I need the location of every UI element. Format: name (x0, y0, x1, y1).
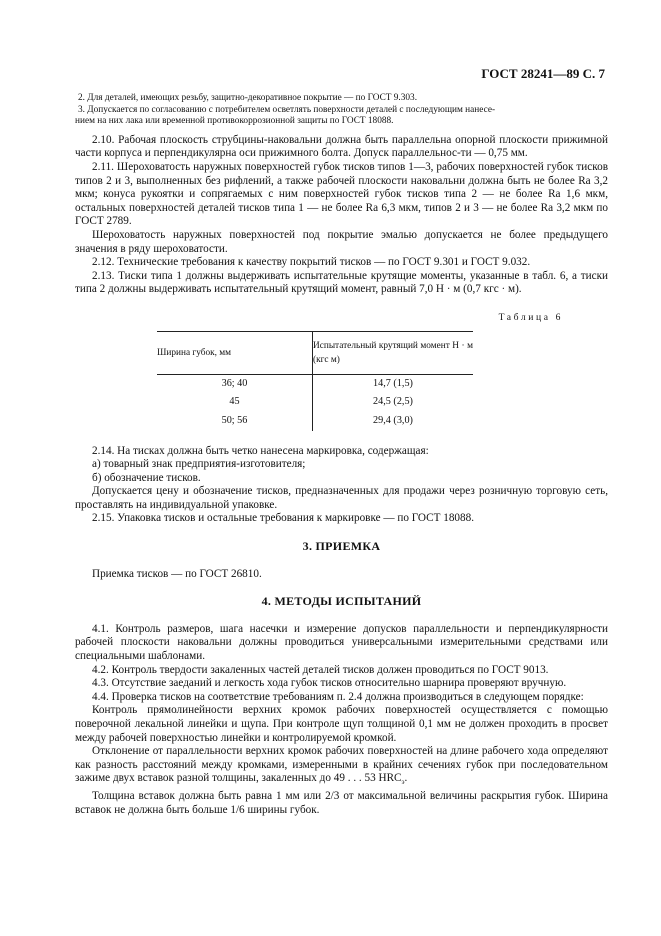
table-cell: 50; 56 (157, 411, 313, 431)
table-row (157, 411, 473, 431)
note-2: 2. Для деталей, имеющих резьбу, защитно-декоративное покрытие — по ГОСТ 9.303. (78, 93, 418, 103)
parallelism-text: Отклонение от параллельности верхних кромок рабочих поверхностей на длине рабочего хода определяют как разность расстояний между кромками, измеренными в крайних сечениях губок при последовательном зажиме двух вставок разной толщины, закаленных до 49 . . . 53 HRC (75, 745, 608, 785)
roughness-note: Шероховатость наружных поверхностей под покрытие эмалью допускается не более предыдущего значения в ряду шероховатости. (75, 228, 608, 255)
table-header-torque: Испытательный крутящий момент Н · м (кгс м) (313, 331, 474, 374)
table-row (157, 374, 473, 393)
page-header: ГОСТ 28241—89 С. 7 (481, 66, 605, 81)
clause-2-14: 2.14. На тисках должна быть четко нанесена маркировка, содержащая: (92, 444, 429, 457)
straightness-check: Контроль прямолинейности верхних кромок рабочих поверхностей осуществляется с помощью поверочной лекальной линейки и щупа. При контроле щуп толщиной 0,1 мм не должен проходить в просвет между рабочей поверхностью линейки и контролируемой кромкой. (75, 704, 608, 744)
document-body (75, 93, 608, 817)
table-header-width: Ширина губок, мм (157, 331, 313, 374)
table-cell: 36; 40 (157, 374, 313, 393)
clause-4-2: 4.2. Контроль твердости закаленных частей деталей тисков должен проводиться по ГОСТ 9013. (92, 663, 549, 676)
clause-2-12: 2.12. Технические требования к качеству покрытий тисков — по ГОСТ 9.301 и ГОСТ 9.032. (92, 256, 531, 269)
hrc-subscript: э (401, 778, 405, 787)
clause-4-1: 4.1. Контроль размеров, шага насечки и измерение допусков параллельности и перпендикулярности рабочей плоскости наковальни должны проводиться универсальными измерительными средствами или специальными шаблонами. (75, 622, 608, 663)
note-3: 3. Допускается по согласованию с потребителем осветлять поверхности деталей с последующим нанесе- (78, 104, 496, 115)
table-cell: 45 (157, 393, 313, 411)
torque-table (157, 331, 473, 431)
table-header-row (157, 331, 473, 374)
note-3-cont: нием на них лака или временной противокоррозионной защиты по ГОСТ 18088. (75, 116, 394, 127)
packaging-note: Допускается цену и обозначение тисков, предназначенных для продажи через розничную торговую сеть, проставлять на индивидуальной упаковке. (75, 485, 608, 511)
table-cell: 14,7 (1,5) (373, 377, 413, 389)
marking-item-a: а) товарный знак предприятия-изготовителя; (92, 458, 306, 471)
table-cell: 24,5 (2,5) (373, 395, 413, 407)
section-4-title: 4. МЕТОДЫ ИСПЫТАНИЙ (261, 594, 422, 609)
clause-4-3: 4.3. Отсутствие заеданий и легкость хода губок тисков относительно шарнира проверяют вручную. (92, 677, 567, 690)
clause-2-13: 2.13. Тиски типа 1 должны выдерживать испытательные крутящие моменты, указанные в табл. 6, а тиски типа 2 должны выдерживать испытательный крутящий момент, равный 7,0 Н · м (0,7 кгс · м). (75, 269, 608, 296)
section-3-title: 3. ПРИЕМКА (302, 539, 381, 554)
marking-item-b: б) обозначение тисков. (92, 471, 201, 484)
table-cell: 29,4 (3,0) (373, 414, 413, 426)
clause-2-10: 2.10. Рабочая плоскость струбцины-наковальни должна быть параллельна опорной плоскости прижимной части корпуса и перпендикулярна оси прижимного болта. Допуск параллельнос-ти — 0,75 мм. (75, 133, 608, 160)
clause-2-11: 2.11. Шероховатость наружных поверхностей губок тисков типов 1—3, рабочих поверхностей губок тисков типов 2 и 3, выполненных без рифлений, а также рабочей плоскости наковальни должна быть не более Ra 3,2 мкм; конуса рукоятки и сопрягаемых с ним поверхностей губок тисков типа 2 — не более Ra 1,6 мкм, остальных поверхностей деталей тисков типа 1 — не более Ra 6,3 мкм, типов 2 и 3 — не более Ra 3,2 мкм по ГОСТ 2789. (75, 160, 608, 228)
clause-4-4: 4.4. Проверка тисков на соответствие требованиям п. 2.4 должна производиться в следующем порядке: (92, 690, 584, 703)
inserts-spec: Толщина вставок должна быть равна 1 мм или 2/3 от максимальной величины раскрытия губок. Ширина вставок не должна быть больше 1/6 ширины губок. (75, 790, 608, 816)
parallelism-check: Отклонение от параллельности верхних кромок рабочих поверхностей на длине рабочего хода определяют как разность расстояний между кромками, измеренными в крайних сечениях губок при последовательном зажиме двух вставок разной толщины, закаленных до 49 . . . 53 $HRC_э$. (75, 745, 608, 787)
table-row (157, 393, 473, 411)
clause-2-15: 2.15. Упаковка тисков и остальные требования к маркировке — по ГОСТ 18088. (92, 512, 474, 525)
section-3-text: Приемка тисков — по ГОСТ 26810. (92, 567, 262, 580)
table-caption: Таблица 6 (498, 311, 563, 323)
